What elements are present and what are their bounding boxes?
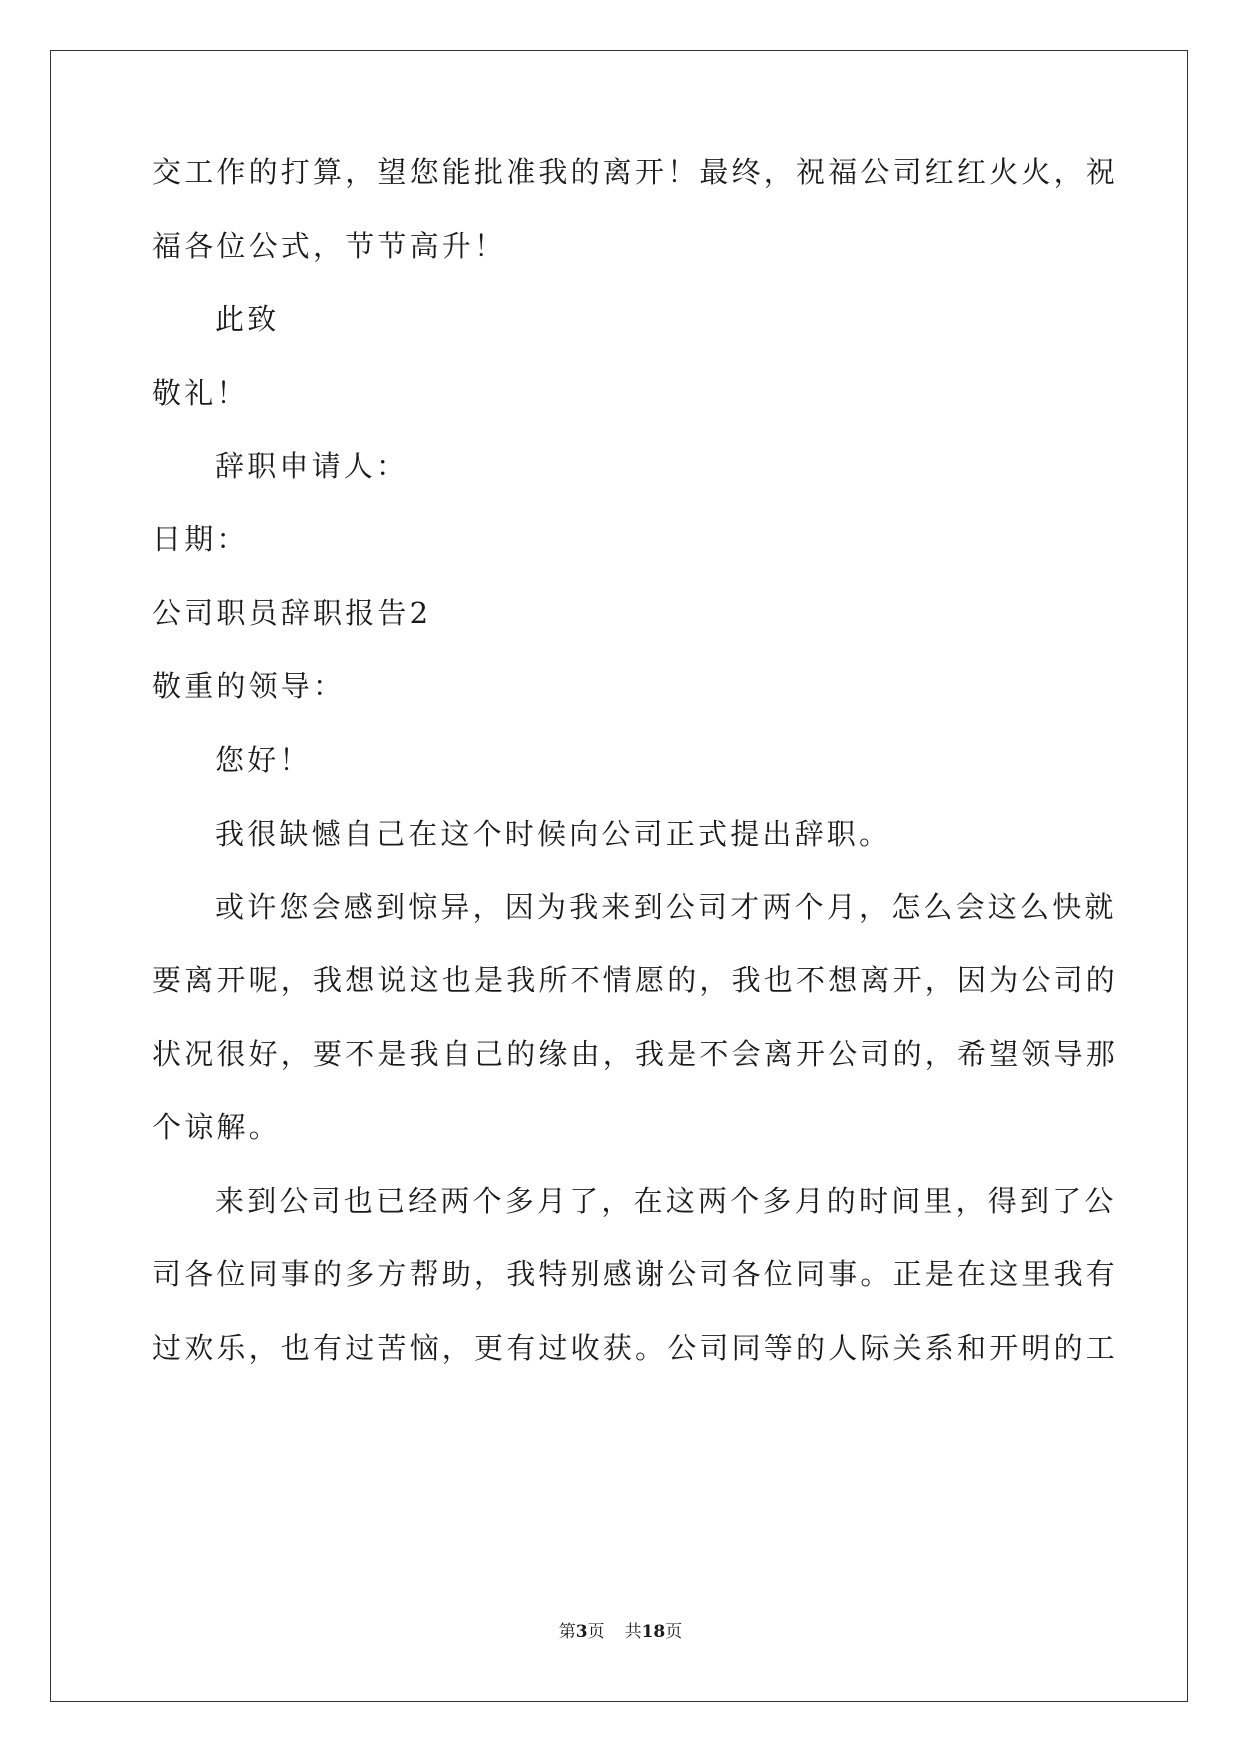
page-footer [0, 1621, 1241, 1643]
greeting-hello: 您好！ [215, 743, 312, 777]
page-border [50, 50, 1188, 1702]
body-line: 交工作的打算，望您能批准我的离开！最终，祝福公司红红火火，祝 [152, 155, 1119, 189]
body-line: 我很缺憾自己在这个时候向公司正式提出辞职。 [215, 817, 892, 851]
body-line: 或许您会感到惊异，因为我来到公司才两个月，怎么会这么快就 [215, 890, 1117, 924]
closing-regards: 敬礼！ [152, 376, 249, 410]
body-line: 要离开呢，我想说这也是我所不情愿的，我也不想离开，因为公司的 [152, 963, 1119, 997]
total-pages: 18 [641, 1622, 666, 1642]
closing-salutation: 此致 [215, 302, 280, 336]
date-label: 日期： [152, 522, 249, 556]
total-prefix: 共 [624, 1622, 642, 1642]
page-prefix: 第 [558, 1622, 576, 1642]
section-title: 公司职员辞职报告2 [152, 596, 432, 630]
body-line: 个谅解。 [152, 1110, 281, 1144]
body-line: 状况很好，要不是我自己的缘由，我是不会离开公司的，希望领导那 [152, 1037, 1119, 1071]
body-line: 过欢乐，也有过苦恼，更有过收获。公司同等的人际关系和开明的工 [152, 1331, 1119, 1365]
body-line: 司各位同事的多方帮助，我特别感谢公司各位同事。正是在这里我有 [152, 1257, 1119, 1291]
greeting: 敬重的领导： [152, 669, 346, 703]
page-suffix: 页 [587, 1622, 605, 1642]
body-line: 来到公司也已经两个多月了，在这两个多月的时间里，得到了公 [215, 1184, 1117, 1218]
total-suffix: 页 [665, 1622, 683, 1642]
body-line: 福各位公式，节节高升！ [152, 229, 507, 263]
applicant-label: 辞职申请人： [215, 449, 409, 483]
page-number: 3 [575, 1622, 588, 1642]
